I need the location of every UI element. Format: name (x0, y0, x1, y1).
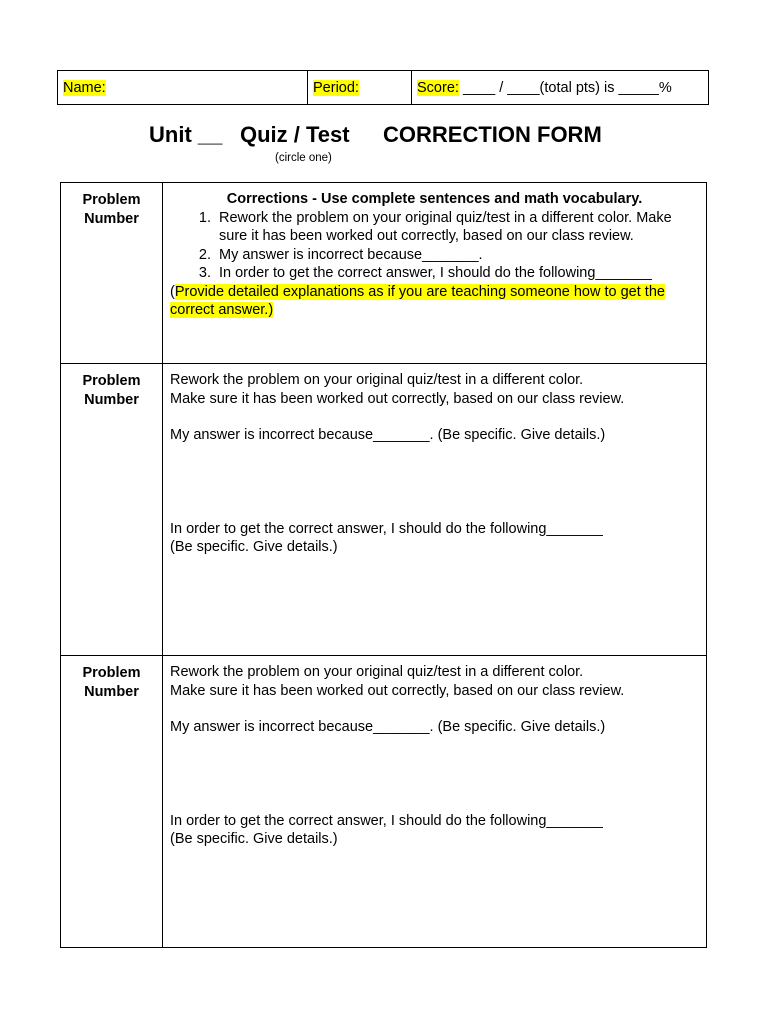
number-label: Number (84, 391, 139, 408)
correct-prompt-2: (Be specific. Give details.) (170, 831, 338, 847)
correct-prompt-1: In order to get the correct answer, I should do the following_______ (170, 520, 603, 537)
student-info-table (57, 70, 709, 105)
corrections-heading: Corrections - Use complete sentences and math vocabulary. (226, 191, 643, 207)
step-item: 3. In order to get the correct answer, I should do the following_______ (215, 264, 699, 283)
number-label: Number (84, 683, 139, 700)
incorrect-prompt: My answer is incorrect because_______. (Be specific. Give details.) (170, 719, 606, 735)
incorrect-prompt: My answer is incorrect because_______. (Be specific. Give details.) (170, 427, 606, 443)
circle-one-note: (circle one) (275, 152, 332, 164)
problem-number-cell[interactable] (61, 364, 163, 656)
problem-label: Problem (82, 192, 141, 208)
period-cell[interactable] (308, 71, 412, 105)
instructions-cell (163, 183, 707, 364)
period-label: Period: (313, 79, 359, 96)
instructions-row (61, 183, 707, 364)
title-unit: Unit __ (149, 122, 223, 147)
correct-prompt-1: In order to get the correct answer, I should do the following_______ (170, 812, 603, 829)
correction-row (61, 656, 707, 948)
rework-line-1: Rework the problem on your original quiz/test in a different color. (170, 372, 584, 388)
score-blanks: ____ / ____(total pts) is _____% (458, 79, 672, 96)
title-quiz-test: Quiz / Test (240, 122, 350, 147)
problem-number-cell[interactable] (61, 656, 163, 948)
instruction-steps (170, 209, 699, 283)
corrections-table (60, 182, 707, 948)
title-correction-form: CORRECTION FORM (383, 122, 602, 147)
step-item: 2. My answer is incorrect because_______. (215, 246, 699, 265)
name-label: Name: (63, 79, 106, 96)
correction-row (61, 364, 707, 656)
number-label: Number (84, 210, 139, 227)
name-cell[interactable] (58, 71, 308, 105)
note-open-paren: ( (170, 283, 175, 300)
correction-cell[interactable] (163, 364, 707, 656)
correct-prompt-2: (Be specific. Give details.) (170, 539, 338, 555)
problem-label: Problem (82, 665, 141, 681)
correction-cell[interactable] (163, 656, 707, 948)
score-cell[interactable] (412, 71, 709, 105)
step-item: 1. Rework the problem on your original quiz/test in a different color. Make sure it has been worked out correctly, based on our class review. (215, 209, 699, 246)
problem-number-header (61, 183, 163, 364)
explanation-note (170, 283, 699, 320)
problem-label: Problem (82, 373, 141, 389)
rework-line-2: Make sure it has been worked out correctly, based on our class review. (170, 682, 625, 699)
rework-line-1: Rework the problem on your original quiz/test in a different color. (170, 664, 584, 680)
score-label: Score: (417, 79, 459, 96)
note-text: Provide detailed explanations as if you are teaching someone how to get the correct answer.) (170, 283, 665, 318)
rework-line-2: Make sure it has been worked out correctly, based on our class review. (170, 390, 625, 407)
